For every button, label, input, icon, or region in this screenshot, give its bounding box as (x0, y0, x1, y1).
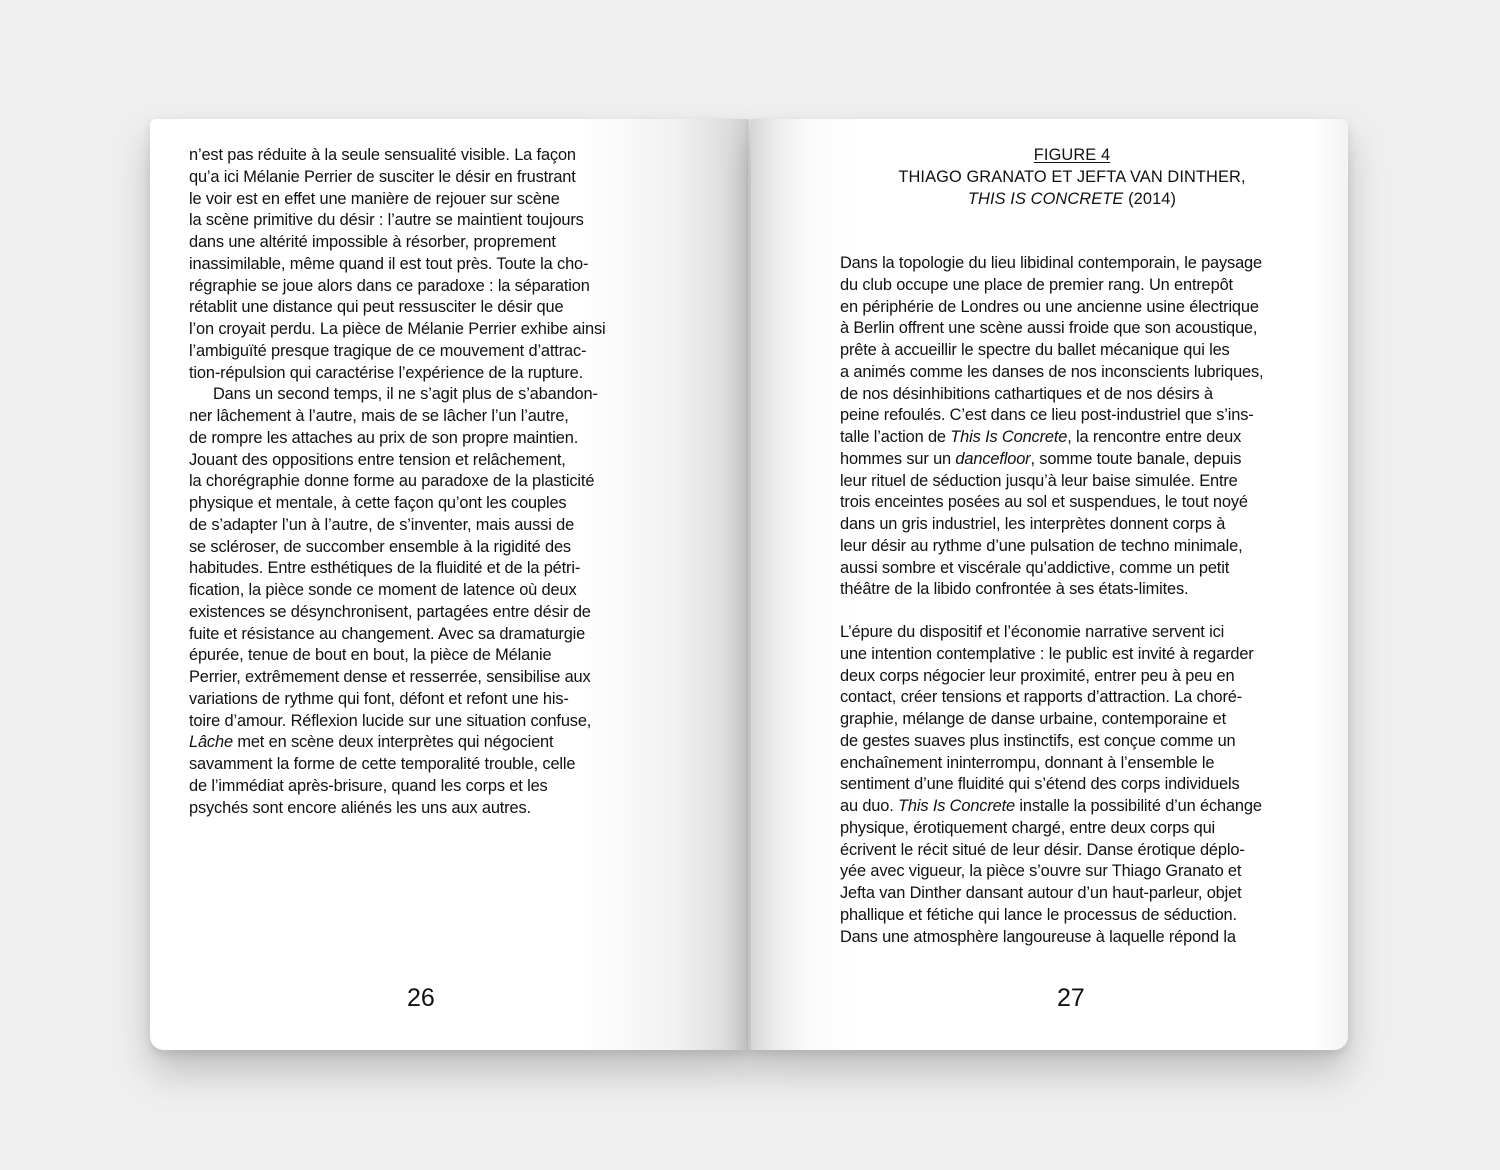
text-line: le voir est en effet une manière de rejouer sur scène (189, 189, 560, 208)
text-line: a animés comme les danses de nos inconscients lubriques, (840, 362, 1264, 381)
text-line: enchaînement ininterrompu, donnant à l’ensemble le (840, 753, 1215, 772)
text-line (840, 449, 1310, 471)
text-line: épurée, tenue de bout en bout, la pièce de Mélanie (189, 646, 552, 665)
text-line: la chorégraphie donne forme au paradoxe de la plasticité (189, 472, 595, 491)
text-fragment: , somme toute banale, depuis (1030, 449, 1242, 468)
text-line: de gestes suaves plus instinctifs, est conçue comme un (840, 731, 1236, 750)
text-line: savamment la forme de cette temporalité trouble, celle (189, 755, 576, 773)
work-title: This Is Concrete (950, 428, 1068, 446)
text-line: tion-répulsion qui caractérise l’expérience de la rupture. (189, 363, 583, 382)
text-line: une intention contemplative : le public est invité à regarder (840, 644, 1254, 663)
text-line: de rompre les attaches au prix de son propre maintien. (189, 428, 579, 447)
text-fragment: met en scène deux interprètes qui négocient (232, 733, 554, 752)
figure-caption (751, 145, 1393, 210)
text-line: n’est pas réduite à la seule sensualité visible. La façon (189, 146, 576, 164)
italic-term: dancefloor (955, 449, 1031, 468)
text-fragment: hommes sur un (840, 449, 956, 468)
text-fragment: installe la possibilité d’un échange (1014, 797, 1262, 815)
text-line: phallique et fétiche qui lance le processus de séduction. (840, 905, 1237, 924)
text-line: leur rituel de séduction jusqu’à leur baise simulée. Entre (840, 471, 1238, 490)
right-paragraph-1 (840, 253, 1310, 601)
right-paragraph-2 (840, 622, 1310, 948)
text-line: théâtre de la libido confrontée à ses états-limites. (840, 580, 1189, 599)
text-line: Jefta van Dinther dansant autour d’un haut-parleur, objet (840, 884, 1242, 902)
text-line: variations de rythme qui font, défont et refont une his- (189, 689, 569, 708)
text-line-indented: Dans un second temps, il ne s’agit plus de s’abandon- (213, 385, 598, 404)
text-line: écrivent le récit situé de leur désir. Danse érotique déplo- (840, 840, 1245, 859)
text-line: contact, créer tensions et rapports d’attraction. La choré- (840, 688, 1243, 707)
text-line: fuite et résistance au changement. Avec sa dramaturgie (189, 624, 586, 643)
text-line: existences se désynchronisent, partagées entre désir de (189, 602, 591, 621)
text-line: Dans la topologie du lieu libidinal contemporain, le paysage (840, 254, 1262, 272)
text-line: prête à accueillir le spectre du ballet mécanique qui les (840, 341, 1230, 359)
text-line: de s’adapter l’un à l’autre, de s’inventer, mais aussi de (189, 515, 575, 534)
text-line: dans une altérité impossible à résorber, proprement (189, 233, 556, 251)
figure-year: (2014) (1123, 189, 1177, 208)
text-line: du club occupe une place de premier rang. Un entrepôt (840, 275, 1233, 294)
text-line: fication, la pièce sonde ce moment de latence où deux (189, 581, 577, 599)
text-line: inassimilable, même quand il est tout près. Toute la cho- (189, 254, 589, 273)
text-line: habitudes. Entre esthétiques de la fluidité et de la pétri- (189, 559, 581, 578)
text-line: rétablit une distance qui peut ressusciter le désir que (189, 298, 564, 317)
text-line: à Berlin offrent une scène aussi froide que son acoustique, (840, 319, 1258, 338)
text-line: Dans une atmosphère langoureuse à laquelle répond la (840, 927, 1236, 946)
text-line (189, 732, 659, 754)
text-line: deux corps négocier leur proximité, entrer peu à peu en (840, 666, 1235, 685)
text-line: L’épure du dispositif et l’économie narrative servent ici (840, 623, 1225, 641)
page-number-right: 27 (1057, 984, 1085, 1012)
text-line: en périphérie de Londres ou une ancienne usine électrique (840, 297, 1259, 316)
text-line: yée avec vigueur, la pièce s’ouvre sur Thiago Granato et (840, 862, 1242, 881)
text-line: la scène primitive du désir : l’autre se maintient toujours (189, 211, 584, 230)
text-line: l’ambiguïté presque tragique de ce mouvement d’attrac- (189, 341, 587, 360)
text-fragment: au duo. (840, 797, 899, 815)
figure-label: FIGURE 4 (1033, 146, 1111, 164)
text-line: psychés sont encore aliénés les uns aux autres. (189, 798, 531, 817)
left-page (150, 119, 749, 1050)
text-line: leur désir au rythme d’une pulsation de techno minimale, (840, 536, 1243, 555)
work-title: This Is Concrete (898, 797, 1015, 815)
text-line: qu’a ici Mélanie Perrier de susciter le désir en frustrant (189, 167, 576, 186)
text-line: régraphie se joue alors dans ce paradoxe : la séparation (189, 276, 590, 295)
text-line: ner lâchement à l’autre, mais de se lâcher l’un l’autre, (189, 407, 569, 425)
work-title-lache: Lâche (189, 733, 233, 752)
text-line (840, 427, 1310, 449)
text-line: Jouant des oppositions entre tension et relâchement, (189, 450, 566, 469)
figure-artists: THIAGO GRANATO ET JEFTA VAN DINTHER, (898, 167, 1246, 186)
right-page (751, 119, 1348, 1050)
text-line: de nos désinhibitions cathartiques et de nos désirs à (840, 384, 1213, 403)
text-line: se scléroser, de succomber ensemble à la rigidité des (189, 537, 571, 556)
text-line: l’on croyait perdu. La pièce de Mélanie Perrier exhibe ainsi (189, 320, 606, 338)
left-page-body (189, 145, 659, 819)
text-line: physique, érotiquement chargé, entre deux corps qui (840, 818, 1216, 837)
text-line: dans un gris industriel, les interprètes donnent corps à (840, 515, 1226, 533)
text-line: Perrier, extrêmement dense et resserrée, sensibilise aux (189, 668, 591, 686)
text-line: graphie, mélange de danse urbaine, contemporaine et (840, 710, 1226, 728)
text-line: trois enceintes posées au sol et suspendues, le tout noyé (840, 493, 1248, 512)
text-line: toire d’amour. Réflexion lucide sur une situation confuse, (189, 711, 592, 730)
figure-title: THIS IS CONCRETE (967, 189, 1124, 208)
text-line: physique et mentale, à cette façon qu’ont les couples (189, 494, 567, 512)
text-line: sentiment d’une fluidité qui s’étend des corps individuels (840, 775, 1240, 794)
text-line (840, 796, 1310, 818)
text-line: peine refoulés. C’est dans ce lieu post-industriel que s’ins- (840, 406, 1254, 425)
text-line: de l’immédiat après-brisure, quand les corps et les (189, 776, 548, 795)
text-fragment: talle l’action de (840, 428, 951, 446)
page-number-left: 26 (407, 984, 435, 1012)
text-line: aussi sombre et viscérale qu’addictive, comme un petit (840, 558, 1230, 577)
text-fragment: , la rencontre entre deux (1067, 428, 1242, 446)
